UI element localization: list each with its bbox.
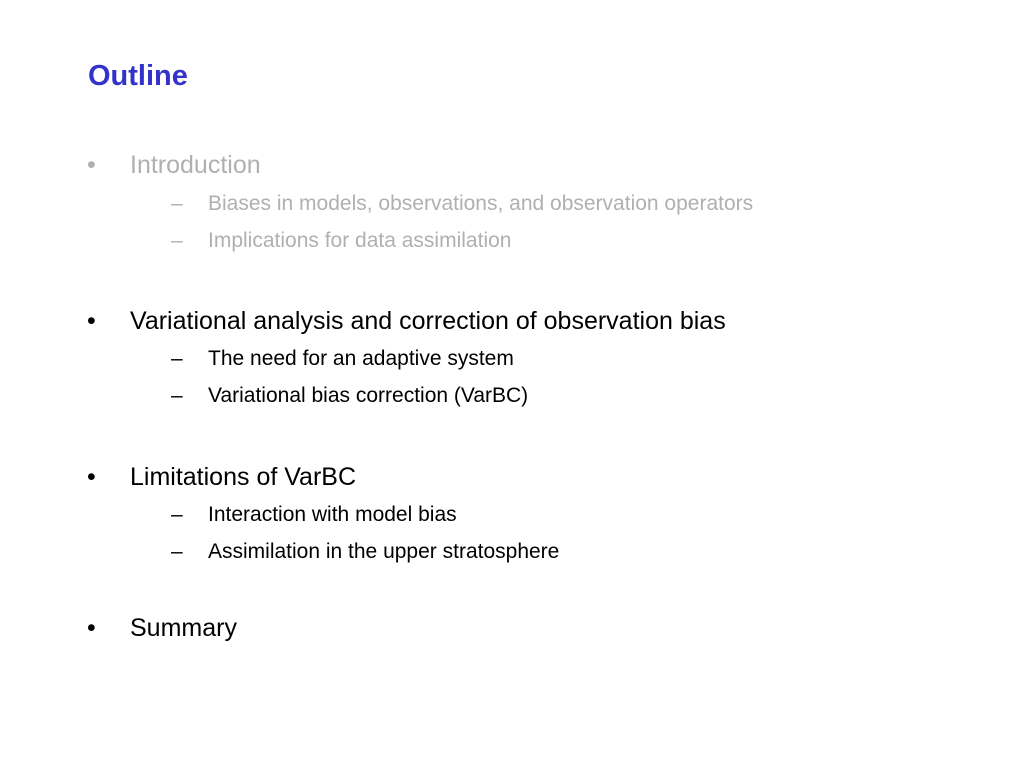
- dash-marker: –: [171, 384, 183, 407]
- bullet-marker: •: [87, 307, 96, 335]
- dash-marker: –: [171, 192, 183, 215]
- section-label: Summary: [130, 614, 237, 642]
- subitem-label: Assimilation in the upper stratosphere: [208, 540, 560, 563]
- slide-title: Outline: [88, 60, 188, 92]
- bullet-marker: •: [87, 151, 96, 179]
- subitem-label: Variational bias correction (VarBC): [208, 384, 529, 407]
- dash-marker: –: [171, 540, 183, 563]
- subitem-label: The need for an adaptive system: [208, 347, 514, 370]
- dash-marker: –: [171, 229, 183, 252]
- bullet-marker: •: [87, 614, 96, 642]
- dash-marker: –: [171, 347, 183, 370]
- dash-marker: –: [171, 503, 183, 526]
- subitem-label: Biases in models, observations, and observation operators: [208, 192, 754, 215]
- subitem-label: Implications for data assimilation: [208, 229, 512, 252]
- section-label: Introduction: [130, 151, 261, 179]
- section-label: Variational analysis and correction of observation bias: [130, 307, 726, 335]
- subitem-label: Interaction with model bias: [208, 503, 457, 526]
- section-label: Limitations of VarBC: [130, 463, 357, 491]
- bullet-marker: •: [87, 463, 96, 491]
